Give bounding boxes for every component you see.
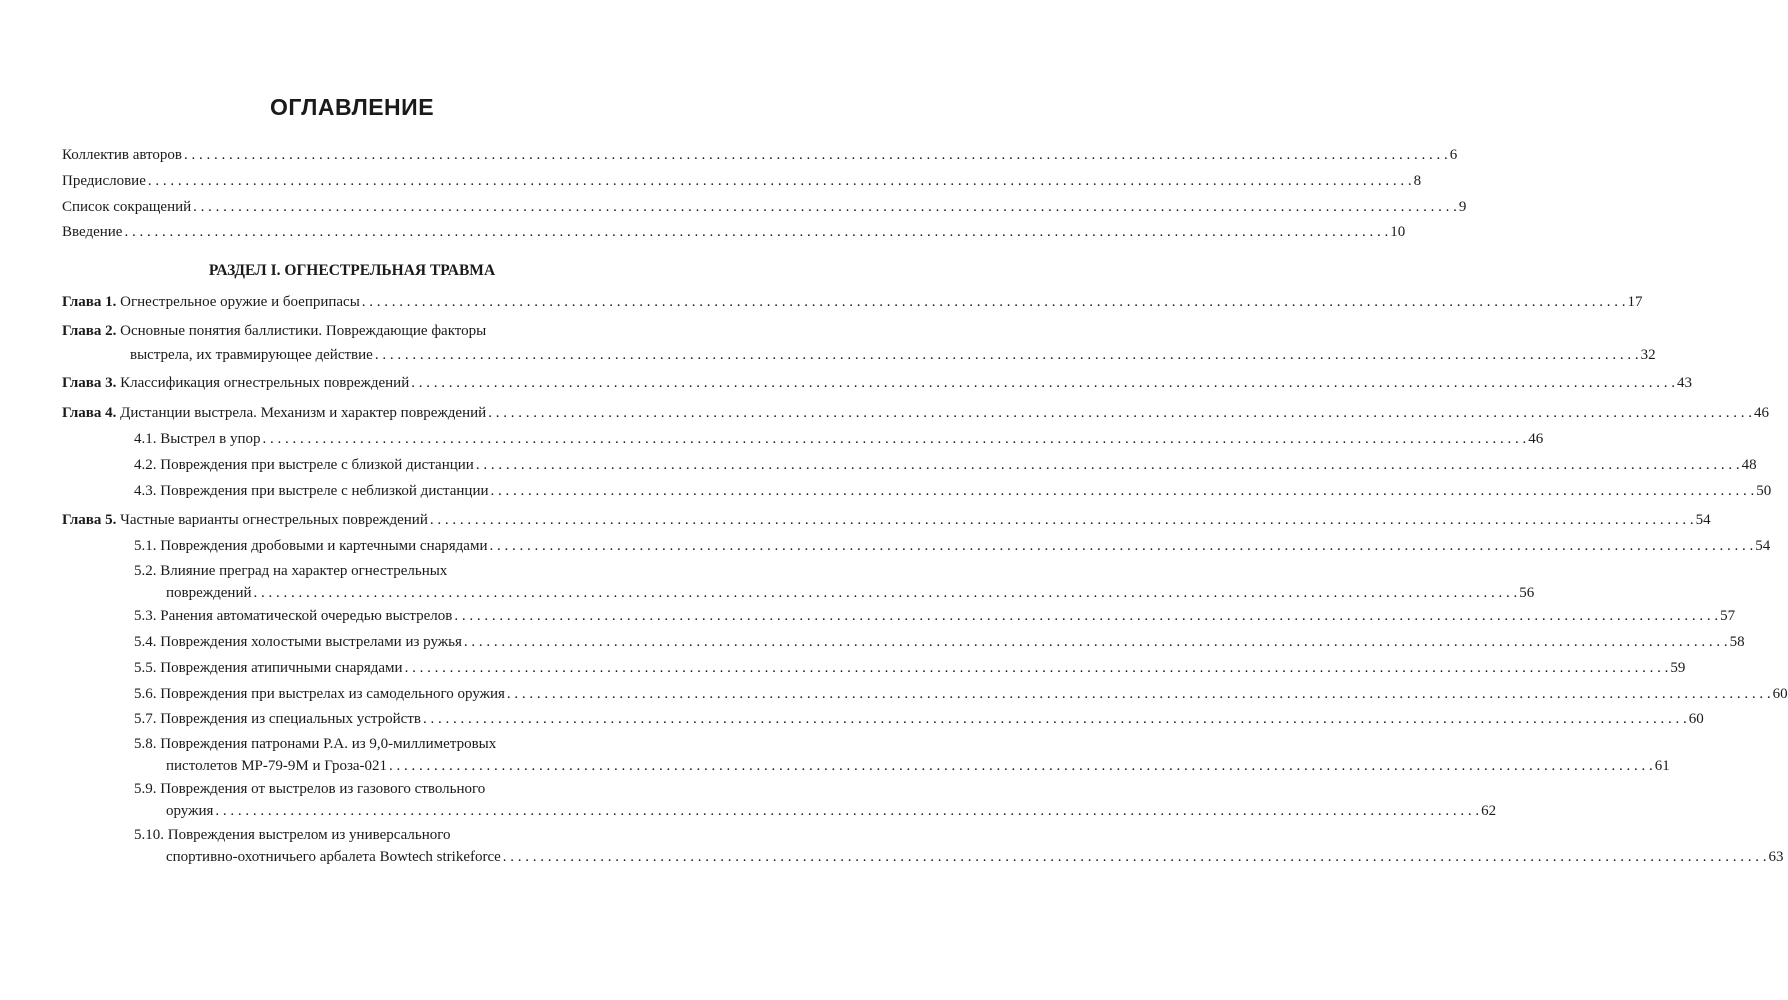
chapter-title: Огнестрельное оружие и боеприпасы	[120, 294, 360, 310]
chapter-title: Основные понятия баллистики. Повреждающие факторы	[120, 323, 487, 339]
toc-entry	[62, 198, 1467, 216]
subentry	[62, 780, 1497, 820]
subentry	[62, 826, 1784, 866]
entry-page: 54	[1695, 512, 1711, 528]
subentry-label-cont: пистолетов МР-79-9М и Гроза-021	[166, 758, 388, 774]
entry-label: Коллектив авторов	[62, 147, 182, 163]
subentry-label: 4.1. Выстрел в упор	[134, 431, 261, 447]
entry-page: 46	[1753, 405, 1769, 421]
subentry-label: 5.8. Повреждения патронами Р.А. из 9,0-миллиметровых	[134, 736, 497, 752]
subentry-label: 4.3. Повреждения при выстреле с неблизкой дистанции	[134, 483, 489, 499]
chapter-title: Дистанции выстрела. Механизм и характер повреждений	[120, 405, 487, 421]
chapter-entry	[62, 322, 1656, 364]
entry-page: 62	[1481, 803, 1497, 819]
chapter-prefix: Глава 5.	[62, 512, 117, 528]
subentry	[62, 482, 1772, 500]
subentry-label: 5.9. Повреждения от выстрелов из газового ствольного	[134, 781, 486, 797]
subentry-label: 4.2. Повреждения при выстреле с близкой дистанции	[134, 457, 474, 473]
entry-page: 59	[1670, 660, 1686, 676]
chapter-entry	[62, 374, 1692, 392]
subentry	[62, 537, 1771, 555]
entry-page: 10	[1390, 224, 1406, 240]
entry-page: 8	[1413, 173, 1422, 189]
entry-page: 63	[1768, 849, 1784, 865]
subentry-label-cont: повреждений	[166, 585, 252, 601]
entry-page: 54	[1755, 538, 1771, 554]
entry-page: 58	[1729, 634, 1745, 650]
chapter-entry	[62, 404, 1769, 422]
entry-page: 56	[1519, 585, 1535, 601]
toc-entry	[62, 223, 1406, 241]
subentry-label: 5.5. Повреждения атипичными снарядами	[134, 660, 403, 676]
subentry	[62, 456, 1757, 474]
subentry	[62, 633, 1745, 651]
entry-page: 9	[1458, 199, 1467, 215]
page-title: ОГЛАВЛЕНИЕ	[269, 94, 435, 120]
toc-entry	[62, 146, 1458, 164]
subentry-label: 5.1. Повреждения дробовыми и картечными снарядами	[134, 538, 488, 554]
subentry	[62, 710, 1704, 728]
entry-page: 32	[1640, 347, 1656, 363]
entry-page: 48	[1741, 457, 1757, 473]
entry-page: 60	[1688, 711, 1704, 727]
entry-page: 43	[1676, 375, 1692, 391]
subentry	[62, 430, 1544, 448]
entry-page: 17	[1627, 294, 1643, 310]
chapter-entry	[62, 511, 1711, 529]
subentry	[62, 607, 1736, 625]
entry-page: 57	[1720, 608, 1736, 624]
chapter-title-cont: выстрела, их травмирующее действие	[130, 347, 373, 363]
chapter-prefix: Глава 2.	[62, 323, 117, 339]
entry-page: 61	[1654, 758, 1670, 774]
entry-page: 60	[1772, 686, 1788, 702]
subentry	[62, 659, 1686, 677]
chapter-prefix: Глава 1.	[62, 294, 117, 310]
subentry-label: 5.3. Ранения автоматической очередью выстрелов	[134, 608, 453, 624]
subentry-label: 5.4. Повреждения холостыми выстрелами из ружья	[134, 634, 462, 650]
entry-page: 50	[1756, 483, 1772, 499]
entry-label: Предисловие	[62, 173, 146, 189]
chapter-title: Частные варианты огнестрельных повреждений	[120, 512, 428, 528]
chapter-prefix: Глава 4.	[62, 405, 117, 421]
subentry-label-cont: спортивно-охотничьего арбалета Bowtech strikeforce	[166, 849, 501, 865]
subentry-label-cont: оружия	[166, 803, 214, 819]
chapter-prefix: Глава 3.	[62, 375, 117, 391]
entry-label: Список сокращений	[62, 199, 192, 215]
entry-page: 46	[1528, 431, 1544, 447]
subentry	[62, 562, 1535, 602]
entry-label: Введение	[62, 224, 123, 240]
subentry-label: 5.10. Повреждения выстрелом из универсального	[134, 827, 451, 843]
subentry	[62, 735, 1670, 775]
subentry-label: 5.2. Влияние преград на характер огнестрельных	[134, 563, 448, 579]
section-heading: РАЗДЕЛ I. ОГНЕСТРЕЛЬНАЯ ТРАВМА	[208, 262, 496, 279]
subentry-label: 5.7. Повреждения из специальных устройств	[134, 711, 421, 727]
chapter-title: Классификация огнестрельных повреждений	[120, 375, 410, 391]
toc-entry	[62, 172, 1422, 190]
subentry	[62, 685, 1788, 703]
chapter-entry	[62, 293, 1643, 311]
subentry-label: 5.6. Повреждения при выстрелах из самодельного оружия	[134, 686, 505, 702]
entry-page: 6	[1449, 147, 1458, 163]
